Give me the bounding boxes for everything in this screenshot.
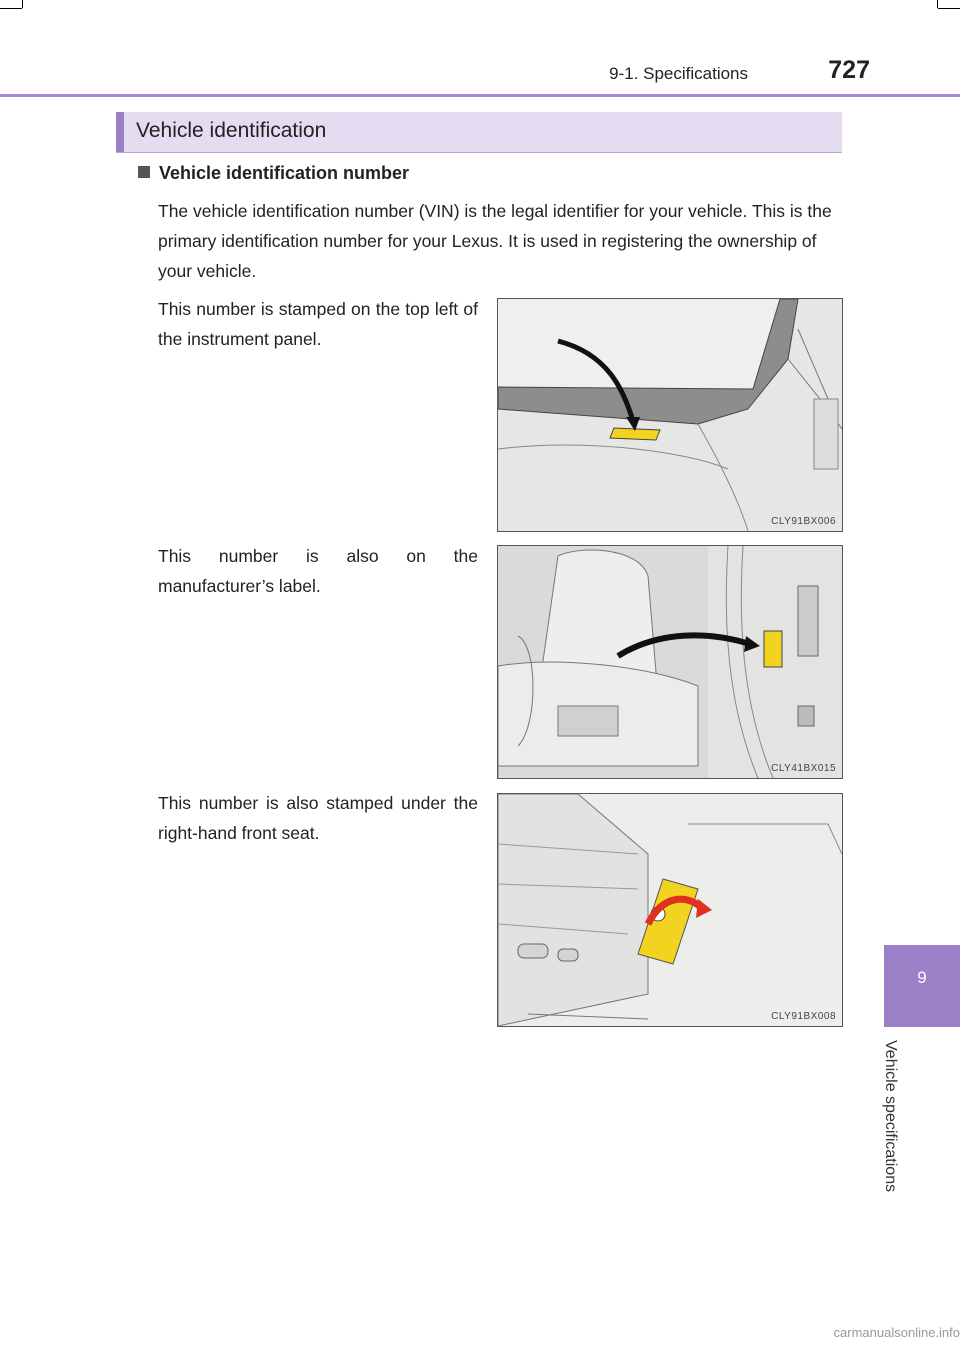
- crop-mark: [937, 0, 938, 8]
- figure-manufacturer-label: [497, 545, 843, 779]
- section-reference: 9-1. Specifications: [609, 64, 748, 83]
- figure-caption: This number is also on the manufacturer’s label.: [158, 546, 478, 596]
- figure-caption: This number is also stamped under the right-hand front seat.: [158, 793, 478, 843]
- under-seat-illustration: [498, 794, 842, 1026]
- figure-code: CLY91BX008: [771, 1011, 836, 1022]
- instrument-panel-illustration: [498, 299, 842, 531]
- crop-mark: [22, 0, 23, 8]
- figure-under-seat: [497, 793, 843, 1027]
- crop-mark: [0, 8, 22, 9]
- figure-code: CLY91BX006: [771, 516, 836, 527]
- crop-mark: [938, 8, 960, 9]
- page-number: 727: [828, 56, 870, 84]
- subheading-text: Vehicle identification number: [159, 163, 410, 183]
- intro-paragraph: The vehicle identification number (VIN) is the legal identifier for your vehicle. This is the primary identification number for your Lexus. It is used in registering the ownership of your vehicle.: [158, 201, 832, 281]
- chapter-title: Vehicle specifications: [882, 1040, 899, 1193]
- footer-url[interactable]: carmanualsonline.info: [833, 1325, 960, 1340]
- section-header-bar: [116, 112, 124, 152]
- square-bullet-icon: [138, 166, 150, 178]
- figure-instrument-panel: [497, 298, 843, 532]
- figure-code: CLY41BX015: [771, 763, 836, 774]
- section-title: Vehicle identification: [136, 119, 327, 142]
- chapter-number: 9: [917, 968, 927, 987]
- subheading: [138, 163, 409, 184]
- header-rule: [0, 94, 960, 97]
- figure-caption: This number is stamped on the top left of the instrument panel.: [158, 299, 478, 349]
- section-header: [116, 112, 842, 153]
- manufacturer-label-illustration: [498, 546, 842, 778]
